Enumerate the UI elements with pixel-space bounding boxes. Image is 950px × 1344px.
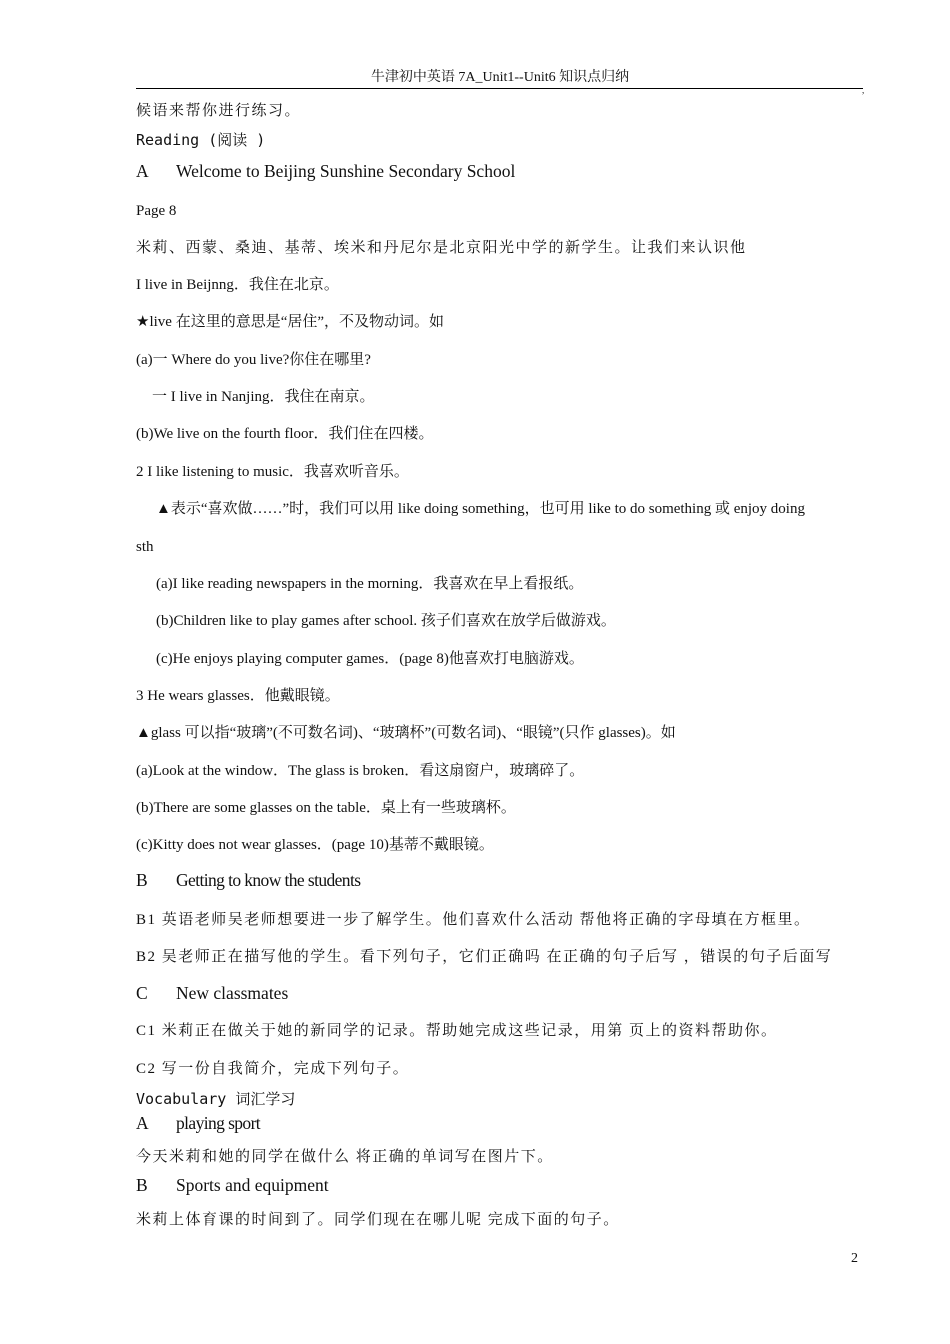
section-heading-vocabulary: Vocabulary 词汇学习 <box>136 1090 296 1108</box>
subheading-vocab-a-label: A <box>136 1113 149 1133</box>
note-live: ★live 在这里的意思是“居住”，不及物动词。如 <box>136 314 445 330</box>
example-glass-a: (a)Look at the window．The glass is broken．看这扇窗户，玻璃碎了。 <box>136 763 585 779</box>
note-glass: ▲glass 可以指“玻璃”(不可数名词)、“玻璃杯”(可数名词)、“眼镜”(只作 glasses)。如 <box>136 725 676 741</box>
example-sentence-2: 2 I like listening to music．我喜欢听音乐。 <box>136 464 409 480</box>
subheading-vocab-b-title: Sports and equipment <box>176 1175 329 1195</box>
example-glass-b: (b)There are some glasses on the table．桌上有一些玻璃杯。 <box>136 800 516 816</box>
subheading-c-title: New classmates <box>176 983 289 1003</box>
instruction-b2: B2 吴老师正在描写他的学生。看下列句子，它们正确吗 在正确的句子后写 ，错误的句子后面写 <box>136 949 833 965</box>
example-a-answer: 一 I live in Nanjing．我住在南京。 <box>152 389 375 405</box>
instruction-c2: C2 写一份自我简介，完成下列句子。 <box>136 1061 410 1077</box>
subheading-vocab-a <box>136 1113 260 1133</box>
example-like-c: (c)He enjoys playing computer games．(page 8)他喜欢打电脑游戏。 <box>156 651 584 667</box>
note-like: ▲表示“喜欢做……”时，我们可以用 like doing something，也可用 like to do something 或 enjoy doing <box>156 501 805 517</box>
page-number: 2 <box>851 1251 858 1266</box>
instruction-vocab-a: 今天米莉和她的同学在做什么 将正确的单词写在图片下。 <box>136 1149 554 1165</box>
example-sentence-1: I live in Beijnng．我住在北京。 <box>136 277 339 293</box>
subheading-b-label: B <box>136 870 148 890</box>
subheading-vocab-b <box>136 1175 329 1195</box>
page-header: 牛津初中英语 7A_Unit1--Unit6 知识点归纳 <box>370 70 630 85</box>
subheading-vocab-a-title: playing sport <box>176 1113 261 1133</box>
header-rule <box>136 88 863 89</box>
text-line-intro: 米莉、西蒙、桑迪、基蒂、埃米和丹尼尔是北京阳光中学的新学生。让我们来认识他 <box>136 240 747 256</box>
subheading-b-title: Getting to know the students <box>176 870 361 890</box>
subheading-b <box>136 870 360 890</box>
example-like-b: (b)Children like to play games after school. 孩子们喜欢在放学后做游戏。 <box>156 613 616 629</box>
subheading-a <box>136 161 515 181</box>
instruction-vocab-b: 米莉上体育课的时间到了。同学们现在在哪儿呢 完成下面的句子。 <box>136 1212 620 1228</box>
note-like-continued: sth <box>136 539 154 555</box>
example-sentence-3: 3 He wears glasses．他戴眼镜。 <box>136 688 340 704</box>
subheading-a-label: A <box>136 161 149 181</box>
page-ref: Page 8 <box>136 203 177 219</box>
subheading-a-title: Welcome to Beijing Sunshine Secondary School <box>176 161 516 181</box>
subheading-vocab-b-label: B <box>136 1175 148 1195</box>
text-line-intro-end: 候语来帮你进行练习。 <box>136 103 302 119</box>
example-like-a: (a)I like reading newspapers in the morning．我喜欢在早上看报纸。 <box>156 576 584 592</box>
section-heading-reading: Reading (阅读 ) <box>136 131 266 149</box>
example-b: (b)We live on the fourth floor．我们住在四楼。 <box>136 426 434 442</box>
subheading-c-label: C <box>136 983 148 1003</box>
example-glass-c: (c)Kitty does not wear glasses．(page 10)基蒂不戴眼镜。 <box>136 837 494 853</box>
instruction-b1: B1 英语老师吴老师想要进一步了解学生。他们喜欢什么活动 帮他将正确的字母填在方框里。 <box>136 912 811 928</box>
instruction-c1: C1 米莉正在做关于她的新同学的记录。帮助她完成这些记录，用第 页上的资料帮助你。 <box>136 1023 778 1039</box>
subheading-c <box>136 983 288 1003</box>
example-a: (a)一 Where do you live?你住在哪里? <box>136 352 371 368</box>
header-tick-mark: , <box>862 85 865 95</box>
